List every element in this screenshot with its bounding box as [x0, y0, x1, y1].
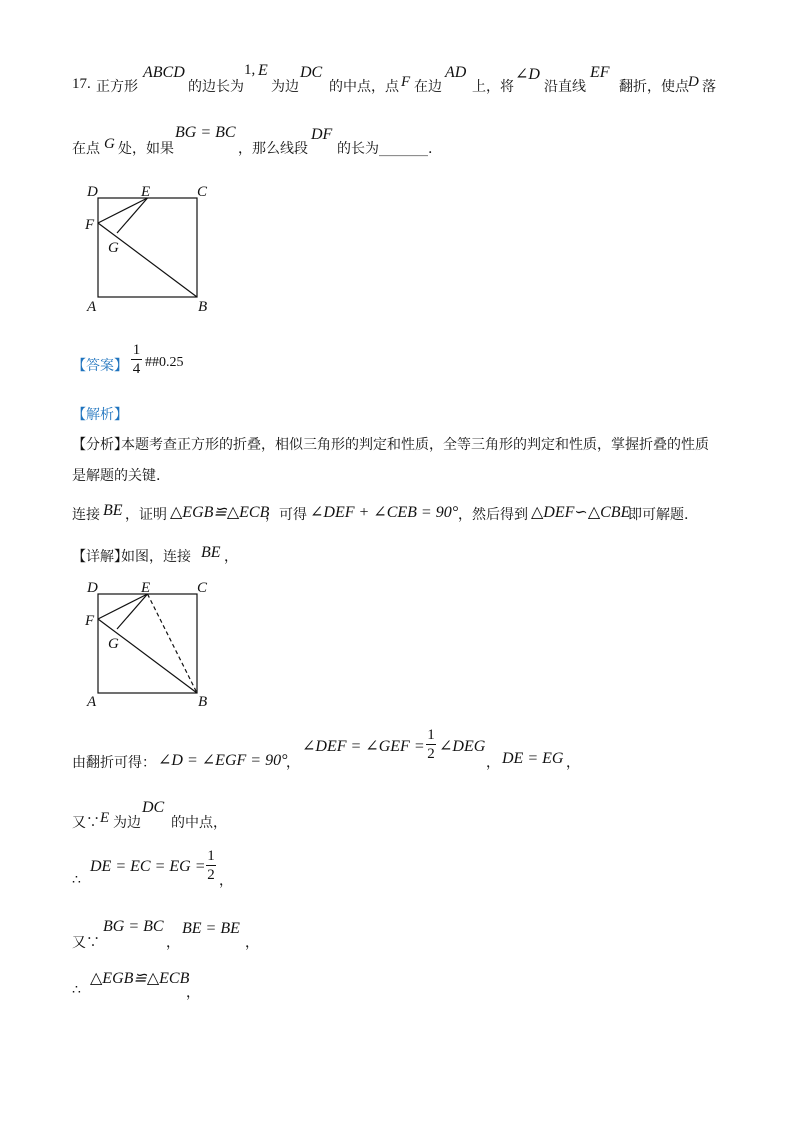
fenxi-text-2: 是解题的关键. — [72, 468, 161, 484]
label-E: E — [141, 184, 151, 200]
text: 沿直线 — [544, 79, 586, 95]
text: 在边 — [414, 79, 442, 95]
segment-BE-dashed — [148, 594, 198, 693]
math: △EGB≌△ECB — [90, 970, 190, 987]
text: ，那么线段 — [238, 141, 308, 157]
text: ， — [186, 985, 200, 1001]
question-number: 17. — [72, 76, 91, 92]
math: DE = EC = EG = — [90, 858, 206, 875]
label-C: C — [197, 184, 208, 200]
math: BE — [103, 502, 123, 519]
segment-FB — [98, 223, 197, 297]
math: F — [401, 74, 411, 90]
fraction-denominator: 2 — [427, 746, 435, 762]
text: ，可得 — [265, 507, 307, 523]
text: 连接 — [72, 507, 100, 523]
math: D — [688, 74, 699, 90]
text: ， — [245, 935, 259, 951]
text: 的中点，点 — [329, 79, 399, 95]
math: ∠DEF + ∠CEB = 90° — [310, 504, 459, 521]
text: ， — [566, 755, 580, 771]
label-F: F — [85, 217, 95, 233]
math: ABCD — [143, 64, 185, 81]
text: 即可解题. — [628, 507, 689, 523]
text: ，证明 — [125, 507, 167, 523]
label-D: D — [87, 580, 98, 596]
text: ， — [486, 755, 500, 771]
math: BG = BC — [175, 124, 236, 141]
text: 落 — [702, 79, 716, 95]
text: 由翻折可得： — [72, 755, 156, 771]
fenxi-text-1: 本题考查正方形的折叠，相似三角形的判定和性质，全等三角形的判定和性质，掌握折叠的性质 — [121, 437, 709, 453]
fraction-denominator: 4 — [132, 361, 141, 377]
label-A: A — [87, 299, 97, 315]
text: ∴ — [72, 872, 81, 888]
label-G: G — [108, 240, 119, 256]
math: DC — [142, 799, 165, 816]
text: 如图，连接 — [121, 549, 191, 565]
text: ， — [224, 549, 238, 565]
math: DC — [300, 64, 323, 81]
fenxi-tag: 【分析】 — [72, 437, 128, 453]
math: △EGB≌△ECB — [170, 504, 270, 521]
text: 的长为_______. — [337, 141, 433, 157]
math: E — [258, 62, 268, 79]
math: ∠D — [515, 66, 540, 83]
segment-FE — [98, 594, 148, 619]
math: BE = BE — [182, 920, 240, 937]
analysis-tag: 【解析】 — [72, 407, 128, 423]
math: E — [100, 810, 110, 826]
text: 正方形 — [96, 79, 138, 95]
segment-FB — [98, 619, 197, 693]
text: 处，如果 — [118, 141, 174, 157]
math: ∠DEG — [439, 738, 486, 755]
math: G — [104, 136, 115, 152]
label-F: F — [85, 613, 95, 629]
fraction-one-half — [206, 848, 216, 883]
text: ， — [219, 873, 233, 889]
answer-tag: 【答案】 — [72, 358, 128, 374]
segment-EG — [117, 198, 148, 233]
detail-tag: 【详解】 — [72, 549, 128, 565]
text: ， — [166, 935, 180, 951]
text: 在点 — [72, 141, 100, 157]
fraction-one-half — [426, 727, 436, 762]
math: BE — [201, 544, 221, 561]
label-B: B — [198, 694, 208, 710]
text: 为边 — [271, 79, 299, 95]
math: EF — [590, 64, 610, 81]
math: ∠DEF = ∠GEF = — [302, 738, 425, 755]
label-B: B — [198, 299, 208, 315]
segment-EG — [117, 594, 148, 629]
label-C: C — [197, 580, 208, 596]
answer-alt: ##0.25 — [145, 355, 184, 370]
label-D: D — [87, 184, 98, 200]
text: ，然后得到 — [458, 507, 528, 523]
text: ∴ — [72, 982, 81, 998]
label-E: E — [141, 580, 151, 596]
label-G: G — [108, 636, 119, 652]
fraction-numerator: 1 — [427, 727, 435, 743]
detail-figure — [78, 574, 218, 714]
text: 上，将 — [472, 79, 514, 95]
answer-fraction — [131, 342, 142, 377]
math: DE = EG — [502, 750, 564, 767]
label-A: A — [87, 694, 97, 710]
text: 又∵ — [72, 935, 100, 951]
fraction-numerator: 1 — [207, 848, 215, 864]
segment-FE — [98, 198, 148, 223]
fraction-numerator: 1 — [132, 342, 141, 358]
math: BG = BC — [103, 918, 164, 935]
question-figure — [78, 178, 218, 318]
text: 又∵ — [72, 815, 100, 831]
math: 1, — [244, 62, 256, 78]
text: 的边长为 — [188, 79, 244, 95]
math: AD — [445, 64, 467, 81]
fraction-denominator: 2 — [207, 867, 215, 883]
math: DF — [311, 126, 333, 143]
text: 为边 — [113, 815, 141, 831]
math: ∠D = ∠EGF = 90° — [158, 752, 288, 769]
text: 翻折，使点 — [619, 79, 689, 95]
text: 的中点， — [171, 815, 227, 831]
math: △DEF∽△CBE — [531, 504, 631, 521]
text: ， — [286, 755, 300, 771]
